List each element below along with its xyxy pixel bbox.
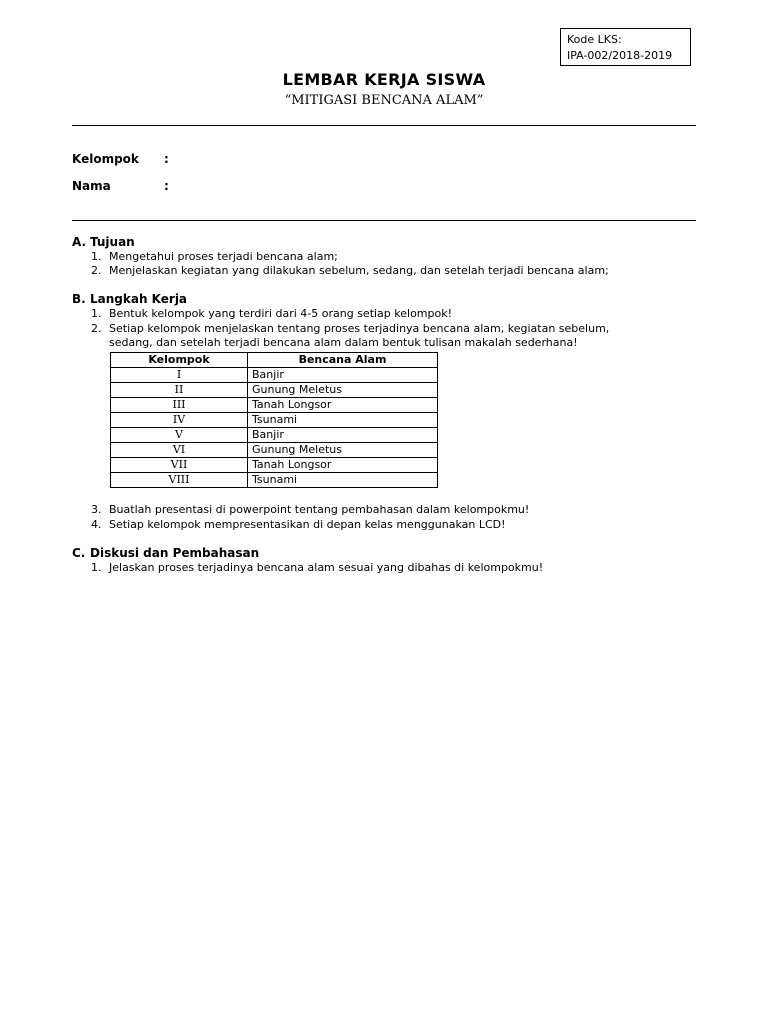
list-item-number: 4.: [91, 518, 102, 531]
lks-code-value: IPA-002/2018-2019: [567, 49, 673, 62]
table-cell-disaster: Gunung Meletus: [248, 383, 438, 398]
field-colon-nama: :: [164, 179, 169, 193]
table-cell-disaster: Tanah Longsor: [248, 398, 438, 413]
table-row: [111, 398, 438, 413]
divider-bottom: [72, 220, 696, 221]
table-cell-disaster: Banjir: [248, 428, 438, 443]
section-b-letter: B.: [72, 292, 86, 306]
table-row: [111, 443, 438, 458]
list-item: [91, 307, 651, 321]
table-cell-group: III: [111, 398, 248, 413]
section-c-letter: C.: [72, 546, 86, 560]
list-item-text: Buatlah presentasi di powerpoint tentang pembahasan dalam kelompokmu!: [109, 503, 530, 516]
section-b-heading: [72, 292, 187, 306]
list-item: [91, 561, 651, 575]
section-a-title: Tujuan: [90, 235, 135, 249]
section-c-heading: [72, 546, 259, 560]
lks-code-box: [560, 28, 691, 66]
table-header-bencana: Bencana Alam: [248, 353, 438, 368]
table-cell-disaster: Banjir: [248, 368, 438, 383]
list-item-text: Setiap kelompok mempresentasikan di depan kelas menggunakan LCD!: [109, 518, 506, 531]
list-item: [91, 250, 651, 264]
table-row: [111, 428, 438, 443]
table-cell-group: II: [111, 383, 248, 398]
field-label-nama: Nama: [72, 179, 111, 193]
page-title: LEMBAR KERJA SISWA: [282, 70, 486, 89]
table-header-kelompok: Kelompok: [111, 353, 248, 368]
table-row: [111, 413, 438, 428]
list-item-number: 1.: [91, 561, 102, 574]
list-item: [91, 518, 651, 532]
table-cell-disaster: Tsunami: [248, 473, 438, 488]
group-assignment-table: [110, 352, 438, 488]
table-cell-group: IV: [111, 413, 248, 428]
section-a-letter: A.: [72, 235, 87, 249]
table-cell-group: I: [111, 368, 248, 383]
list-item-number: 1.: [91, 250, 102, 263]
list-item: [91, 322, 651, 350]
table-row: [111, 473, 438, 488]
section-b-title: Langkah Kerja: [90, 292, 188, 306]
list-item: [91, 503, 651, 517]
divider-top: [72, 125, 696, 126]
table-cell-disaster: Gunung Meletus: [248, 443, 438, 458]
table-row: [111, 458, 438, 473]
field-label-kelompok: Kelompok: [72, 152, 139, 166]
list-item-text: Bentuk kelompok yang terdiri dari 4-5 orang setiap kelompok!: [109, 307, 453, 320]
table-cell-group: VIII: [111, 473, 248, 488]
table-cell-group: VI: [111, 443, 248, 458]
list-item-text: Menjelaskan kegiatan yang dilakukan sebelum, sedang, dan setelah terjadi bencana alam;: [109, 264, 609, 277]
table-cell-disaster: Tsunami: [248, 413, 438, 428]
lks-code-label: Kode LKS:: [567, 33, 622, 46]
table-header-row: [111, 353, 438, 368]
list-item-number: 2.: [91, 322, 102, 335]
table-cell-group: VII: [111, 458, 248, 473]
list-item-text: Setiap kelompok menjelaskan tentang proses terjadinya bencana alam, kegiatan sebelum, sedang, dan setelah terjadi bencana alam dalam bentuk tulisan makalah sederhana!: [109, 322, 610, 349]
list-item-number: 3.: [91, 503, 102, 516]
table-cell-disaster: Tanah Longsor: [248, 458, 438, 473]
page-subtitle: “MITIGASI BENCANA ALAM”: [284, 93, 484, 108]
list-item-number: 2.: [91, 264, 102, 277]
section-c-title: Diskusi dan Pembahasan: [90, 546, 260, 560]
table-row: [111, 383, 438, 398]
field-colon-kelompok: :: [164, 152, 169, 166]
list-item-number: 1.: [91, 307, 102, 320]
section-a-heading: [72, 235, 135, 249]
list-item-text: Jelaskan proses terjadinya bencana alam sesuai yang dibahas di kelompokmu!: [109, 561, 544, 574]
table-row: [111, 368, 438, 383]
list-item-text: Mengetahui proses terjadi bencana alam;: [109, 250, 338, 263]
list-item: [91, 264, 651, 278]
table-cell-group: V: [111, 428, 248, 443]
